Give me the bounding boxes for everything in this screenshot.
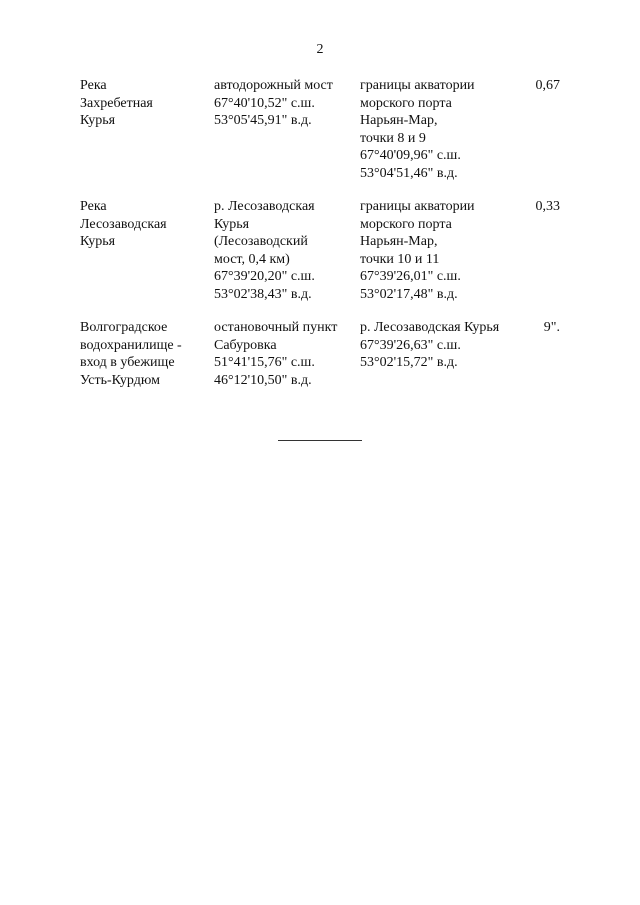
section-start: р. Лесозаводская Курья (Лесозаводский мост, 0,4 км) 67°39'20,20" с.ш. 53°02'38,43" в.д. bbox=[214, 199, 315, 302]
waterway-name: Река Лесозаводская Курья bbox=[80, 199, 167, 249]
section-start: остановочный пункт Сабуровка 51°41'15,76" с.ш. 46°12'10,50" в.д. bbox=[214, 320, 338, 388]
section-end: р. Лесозаводская Курья 67°39'26,63" с.ш. 53°02'15,72" в.д. bbox=[360, 320, 500, 370]
waterway-name: Волгоградское водохранилище - вход в убежище Усть-Курдюм bbox=[80, 320, 182, 388]
waterway-name: Река Захребетная Курья bbox=[80, 78, 153, 128]
closing-rule bbox=[278, 440, 362, 441]
section-end: границы акватории морского порта Нарьян-Мар, точки 8 и 9 67°40'09,96" с.ш. 53°04'51,46" в.д. bbox=[360, 78, 475, 181]
section-start: автодорожный мост 67°40'10,52" с.ш. 53°05'45,91" в.д. bbox=[214, 78, 333, 128]
page-number: 2 bbox=[316, 42, 324, 57]
section-length: 0,33 bbox=[535, 199, 560, 214]
section-length: 0,67 bbox=[535, 78, 560, 93]
section-length: 9". bbox=[543, 320, 560, 335]
section-end: границы акватории морского порта Нарьян-Мар, точки 10 и 11 67°39'26,01" с.ш. 53°02'17,48" в.д. bbox=[360, 199, 475, 302]
